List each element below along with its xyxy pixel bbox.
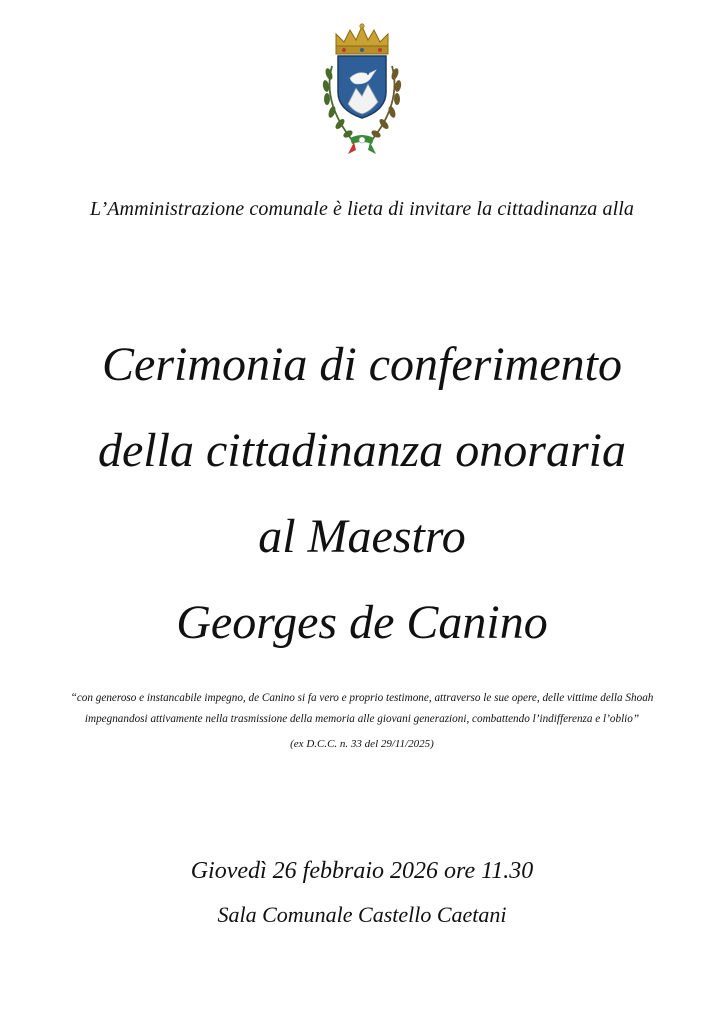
event-venue: Sala Comunale Castello Caetani xyxy=(217,902,507,927)
quote-line: “con generoso e instancabile impegno, de Canino si fa vero e proprio testimone, attraverso le sue opere, delle vittime della Shoah xyxy=(70,692,654,704)
invitation-intro: L’Amministrazione comunale è lieta di invitare la cittadinanza alla xyxy=(89,198,635,220)
title-line: della cittadinanza onoraria xyxy=(98,424,626,477)
crown-icon xyxy=(336,24,388,54)
motivation-quote xyxy=(60,688,664,730)
ribbon-icon xyxy=(348,135,376,154)
event-title xyxy=(0,322,724,666)
event-date-time: Giovedì 26 febbraio 2026 ore 11.30 xyxy=(190,858,534,884)
title-line: Cerimonia di conferimento xyxy=(102,338,622,391)
shield-icon xyxy=(338,56,386,118)
title-line: al Maestro xyxy=(258,510,466,563)
honoree-name: Georges de Canino xyxy=(176,596,548,649)
council-resolution-reference: (ex D.C.C. n. 33 del 29/11/2025) xyxy=(290,738,434,750)
municipal-coat-of-arms-icon xyxy=(312,22,412,156)
quote-line: impegnandosi attivamente nella trasmissione della memoria alle giovani generazioni, combattendo l’indifferenza e l’oblio” xyxy=(84,713,640,725)
